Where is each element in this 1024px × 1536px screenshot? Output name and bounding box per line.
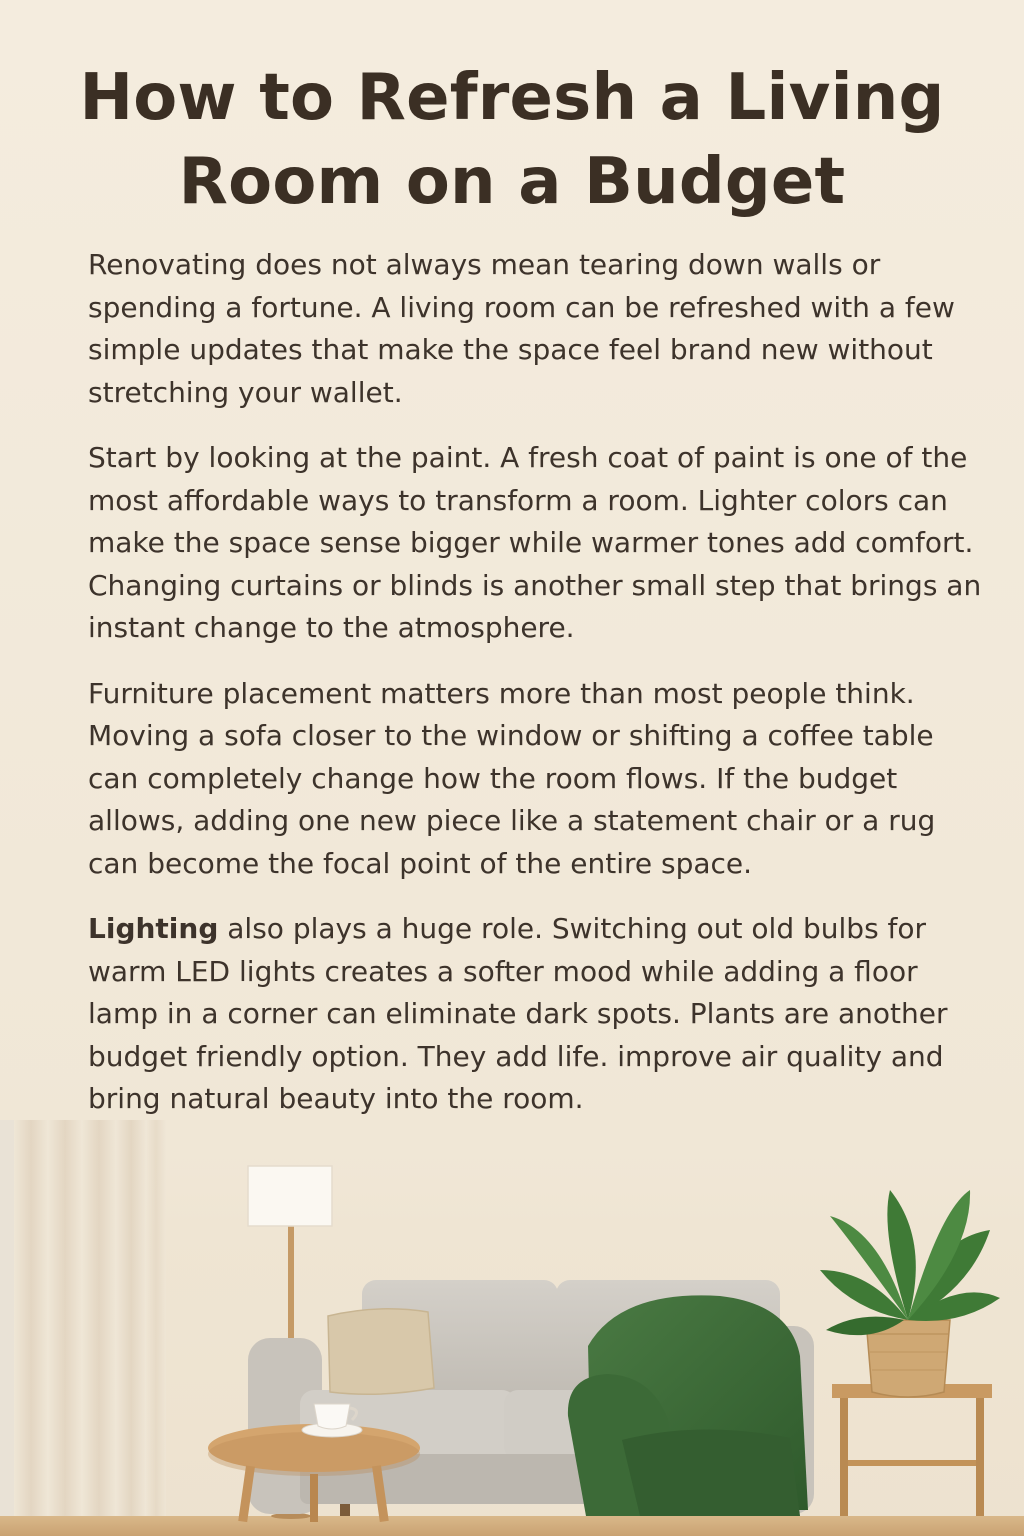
armchair-icon <box>568 1295 808 1516</box>
page-title: How to Refresh a Living Room on a Budget <box>79 61 945 219</box>
pillow-icon <box>328 1309 434 1394</box>
floor <box>0 1516 1024 1536</box>
paragraph-intro: Renovating does not always mean tearing down walls or spending a fortune. A living room can be refreshed with a few simple updates that make the space feel brand new without stretching your wallet. <box>88 248 955 409</box>
living-room-illustration <box>0 1120 1024 1536</box>
paragraph-paint: Start by looking at the paint. A fresh coat of paint is one of the most affordable ways to transform a room. Lighter colors can make the space sense bigger while warmer tones add comfort. Changing curtains or blinds is another small step that brings an instant change to the atmosphere. <box>88 441 982 644</box>
paragraph-lighting <box>88 908 988 1121</box>
paragraph-furniture: Furniture placement matters more than most people think. Moving a sofa closer to the window or shifting a coffee table can completely change how the room flows. If the budget allows, adding one new piece like a statement chair or a rug can become the focal point of the entire space. <box>88 676 936 880</box>
lighting-bold: Lighting <box>88 912 219 945</box>
lighting-rest: also plays a huge role. Switching out old bulbs for warm LED lights creates a softer mood while adding a floor lamp in a corner can eliminate dark spots. Plants are another budget friendly option. They add life. improve air quality and bring natural beauty into the room. <box>88 912 948 1115</box>
curtain-icon <box>0 1120 166 1516</box>
article-body <box>88 244 988 1144</box>
